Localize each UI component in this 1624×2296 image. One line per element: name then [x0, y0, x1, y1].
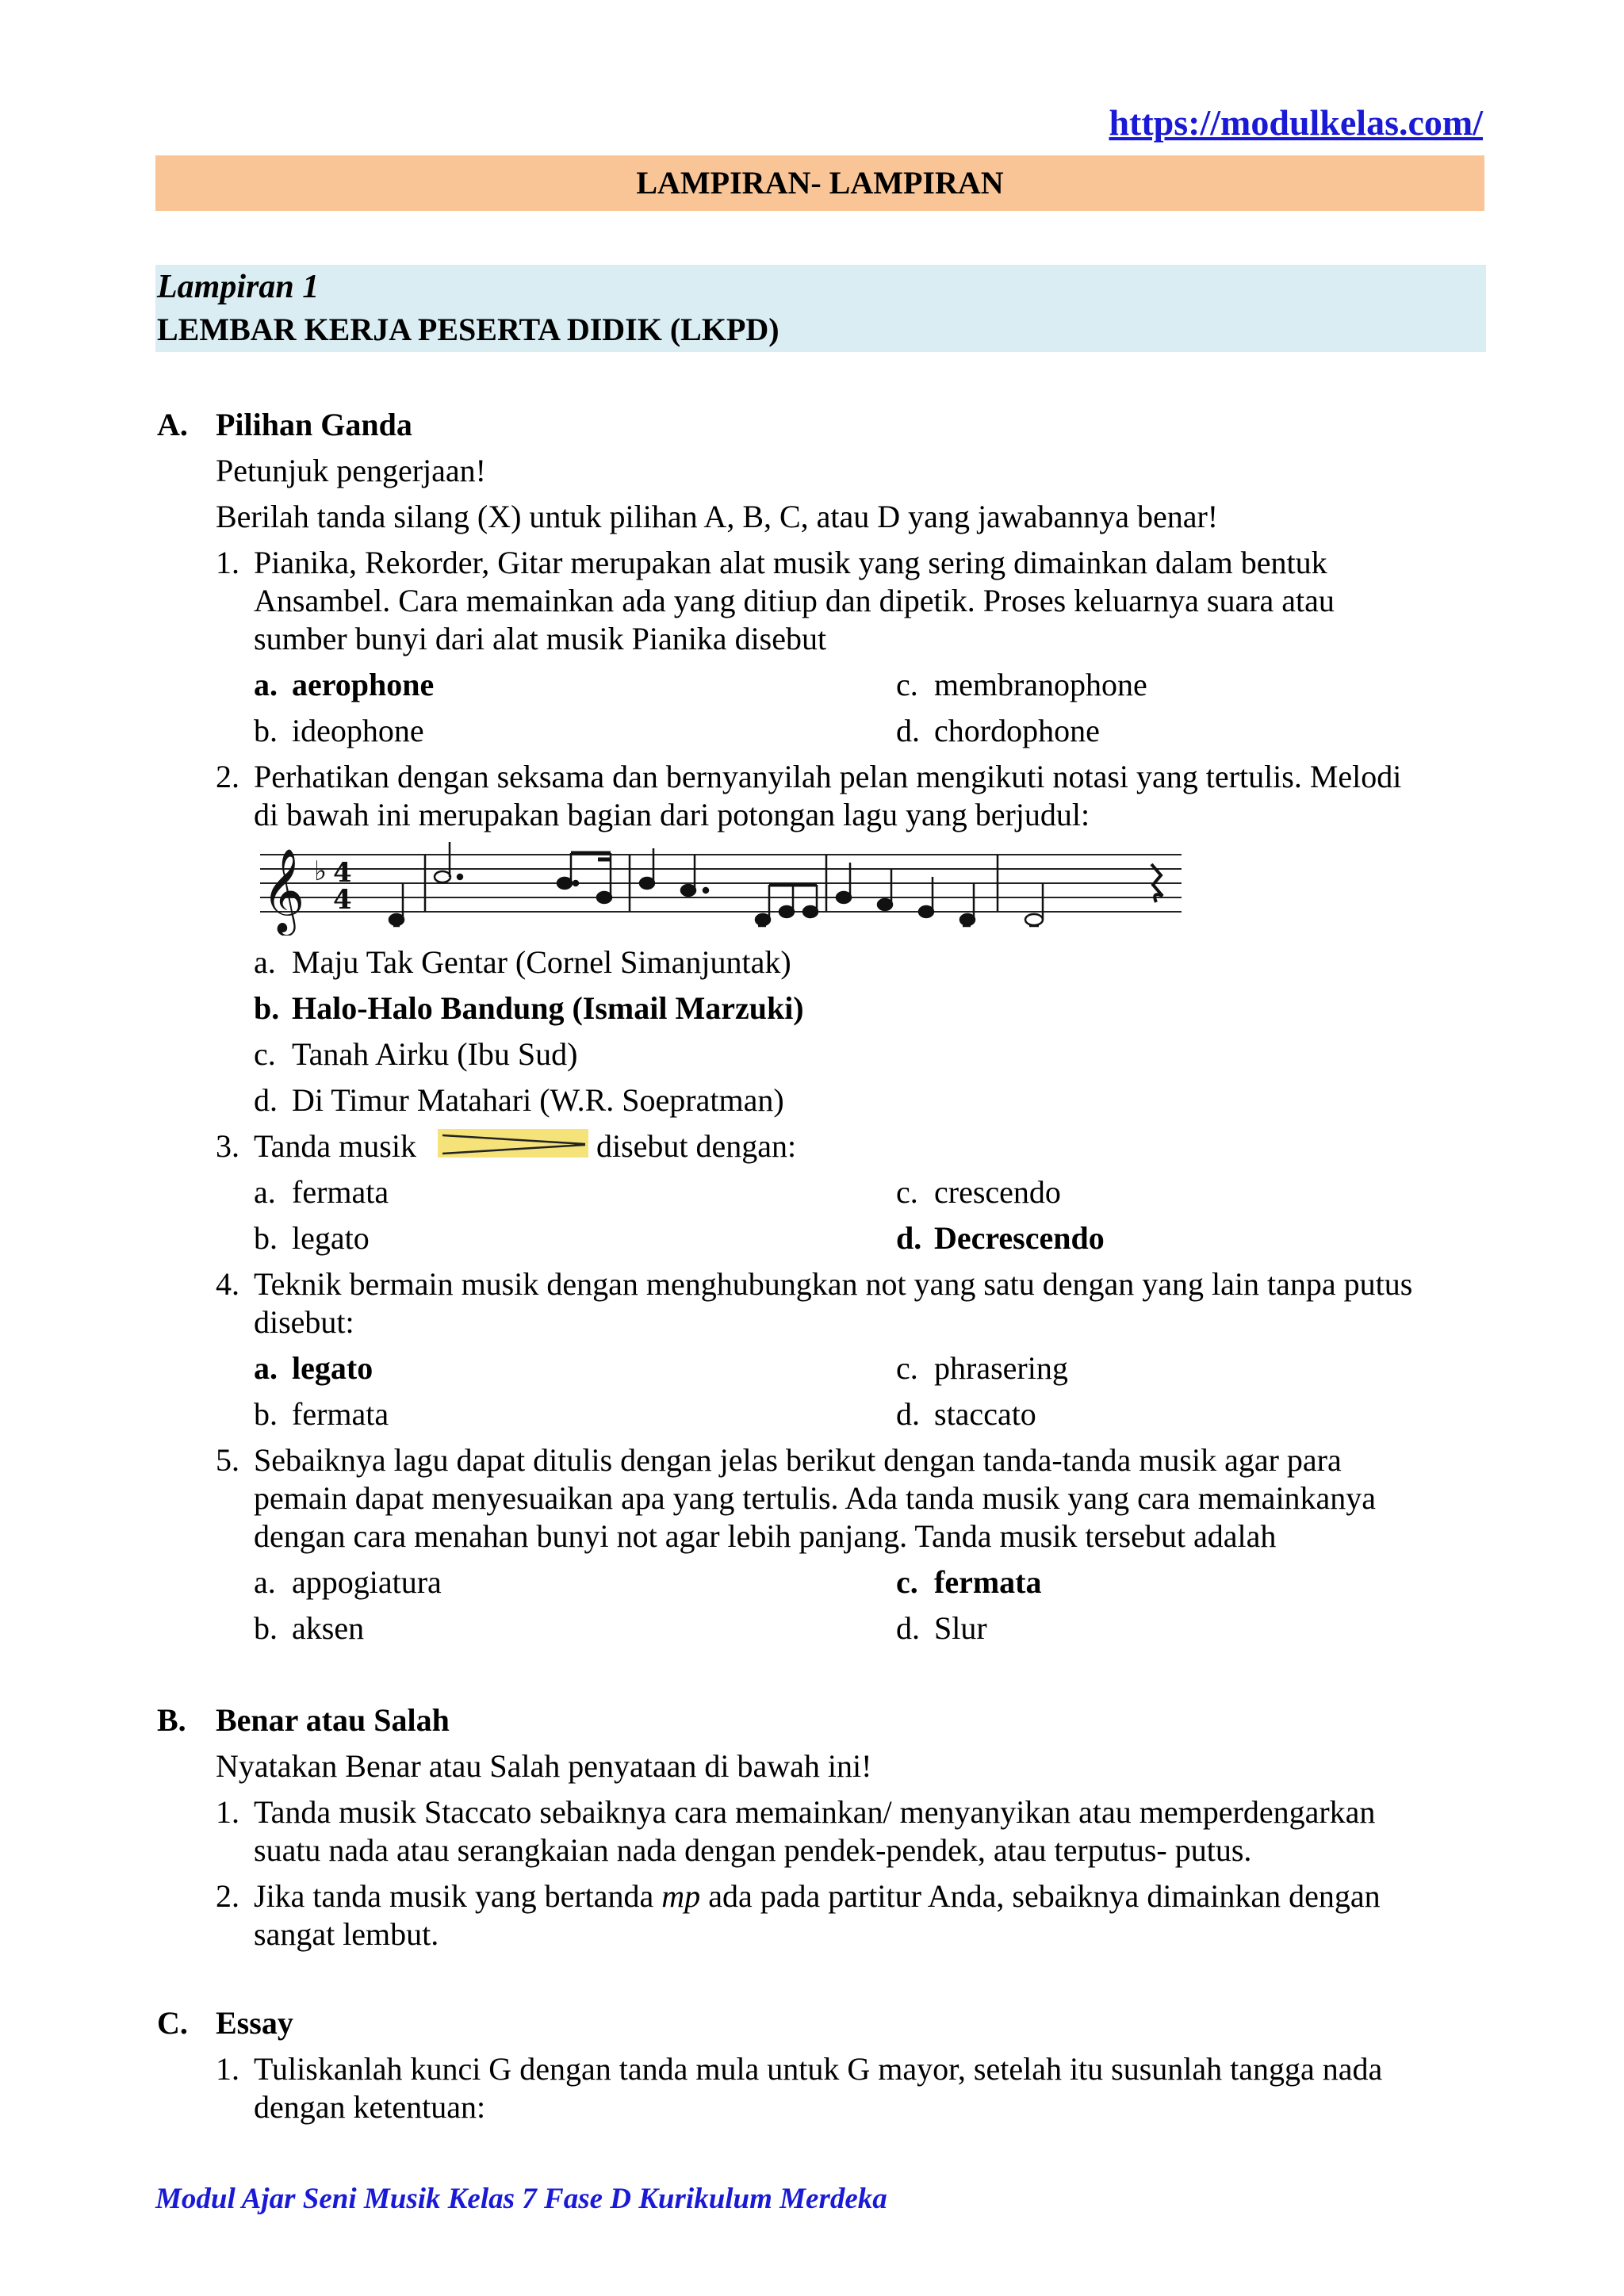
music-notation-image	[257, 837, 1185, 936]
option-text: phrasering	[934, 1350, 1068, 1386]
page-title: LAMPIRAN- LAMPIRAN	[636, 165, 1004, 201]
option-text: ideophone	[292, 713, 424, 748]
question-number: 3.	[216, 1128, 239, 1164]
question-text-pre: Jika tanda musik yang bertanda	[254, 1878, 662, 1914]
option-letter: b.	[254, 1220, 278, 1256]
option-letter: b.	[254, 1610, 278, 1646]
option-d[interactable]	[896, 712, 1100, 749]
option-letter: b.	[254, 713, 278, 748]
question-number: 1.	[216, 1794, 239, 1830]
question-text-suffix: disebut dengan:	[596, 1128, 797, 1164]
option-letter: a.	[254, 1564, 276, 1600]
option-letter: c.	[896, 1350, 918, 1386]
option-text: Di Timur Matahari (W.R. Soepratman)	[292, 1082, 784, 1118]
option-text: aksen	[292, 1610, 365, 1646]
question-line: Tuliskanlah kunci G dengan tanda mula untuk G mayor, setelah itu susunlah tangga nada	[254, 2051, 1383, 2087]
option-c[interactable]	[896, 1173, 1061, 1211]
svg-text:♭: ♭	[314, 855, 327, 887]
option-text: Decrescendo	[934, 1220, 1105, 1256]
option-text: legato	[292, 1350, 373, 1386]
option-a[interactable]	[254, 1349, 373, 1387]
question-text	[254, 1265, 1412, 1341]
option-text: staccato	[934, 1396, 1036, 1432]
question-line: suatu nada atau serangkaian nada dengan pendek-pendek, atau terputus- putus.	[254, 1832, 1252, 1868]
option-c[interactable]	[254, 1035, 577, 1073]
option-text: Tanah Airku (Ibu Sud)	[292, 1036, 578, 1072]
option-text: legato	[292, 1220, 370, 1256]
option-a[interactable]	[254, 666, 434, 703]
question-text	[254, 758, 1401, 834]
decrescendo-sign-icon	[438, 1127, 588, 1159]
question-line: sangat lembut.	[254, 1916, 439, 1952]
question-line: di bawah ini merupakan bagian dari potongan lagu yang berjudul:	[254, 797, 1090, 832]
option-letter: d.	[896, 1220, 922, 1256]
option-text: fermata	[934, 1564, 1042, 1600]
question-number: 2.	[216, 759, 239, 794]
option-letter: d.	[254, 1082, 278, 1118]
option-text: fermata	[292, 1396, 389, 1432]
question-line: Tanda musik Staccato sebaiknya cara memainkan/ menyanyikan atau memperdengarkan	[254, 1794, 1376, 1830]
option-letter: a.	[254, 1174, 276, 1210]
option-letter: c.	[896, 667, 918, 702]
section-b-letter: B.	[157, 1702, 186, 1738]
option-c[interactable]	[896, 1563, 1041, 1601]
question-text	[254, 2050, 1382, 2126]
question-number: 1.	[216, 2051, 239, 2087]
option-letter: d.	[896, 1396, 920, 1432]
question-text	[254, 1793, 1375, 1869]
question-line: Ansambel. Cara memainkan ada yang ditiup dan dipetik. Proses keluarnya suara atau	[254, 583, 1335, 618]
attachment-heading: LEMBAR KERJA PESERTA DIDIK (LKPD)	[157, 312, 779, 347]
option-text: chordophone	[934, 713, 1100, 748]
question-number: 2.	[216, 1878, 239, 1914]
option-letter: d.	[896, 713, 920, 748]
option-b[interactable]	[254, 1219, 370, 1257]
option-letter: c.	[896, 1174, 918, 1210]
option-a[interactable]	[254, 943, 791, 981]
option-letter: c.	[896, 1564, 918, 1600]
section-a-title: Pilihan Ganda	[216, 407, 412, 442]
section-b-instruction: Nyatakan Benar atau Salah penyataan di bawah ini!	[216, 1748, 872, 1784]
option-text: Halo-Halo Bandung (Ismail Marzuki)	[292, 990, 804, 1026]
question-text-prefix: Tanda musik	[254, 1128, 416, 1164]
option-b[interactable]	[254, 712, 424, 749]
section-b-title: Benar atau Salah	[216, 1702, 450, 1738]
option-b[interactable]	[254, 1395, 389, 1433]
question-text	[254, 1877, 1381, 1954]
option-d[interactable]	[896, 1395, 1036, 1433]
option-letter: b.	[254, 990, 280, 1026]
option-a[interactable]	[254, 1173, 389, 1211]
dynamic-mark: mp	[661, 1878, 701, 1914]
question-text	[254, 1441, 1376, 1556]
section-a-instruction-title: Petunjuk pengerjaan!	[216, 453, 486, 488]
question-number: 4.	[216, 1266, 239, 1302]
question-line: Sebaiknya lagu dapat ditulis dengan jelas berikut dengan tanda-tanda musik agar para	[254, 1442, 1342, 1478]
option-b[interactable]	[254, 1609, 364, 1647]
question-number: 5.	[216, 1442, 239, 1478]
question-line: disebut:	[254, 1304, 354, 1340]
option-text: aerophone	[292, 667, 435, 702]
section-a-letter: A.	[157, 407, 188, 442]
option-text: Maju Tak Gentar (Cornel Simanjuntak)	[292, 944, 791, 980]
question-line: Pianika, Rekorder, Gitar merupakan alat musik yang sering dimainkan dalam bentuk	[254, 545, 1327, 580]
option-d[interactable]	[254, 1081, 784, 1119]
question-line: dengan ketentuan:	[254, 2089, 486, 2125]
question-text-post: ada pada partitur Anda, sebaiknya dimainkan dengan	[700, 1878, 1381, 1914]
question-number: 1.	[216, 545, 239, 580]
option-letter: d.	[896, 1610, 920, 1646]
question-line: pemain dapat menyesuaikan apa yang tertulis. Ada tanda musik yang cara memainkanya	[254, 1480, 1377, 1516]
question-line	[254, 1877, 1381, 1915]
option-letter: c.	[254, 1036, 276, 1072]
option-letter: a.	[254, 667, 278, 702]
svg-text:4: 4	[333, 884, 352, 916]
section-c-letter: C.	[157, 2005, 188, 2041]
attachment-band	[155, 265, 1486, 352]
attachment-label: Lampiran 1	[157, 269, 320, 305]
option-letter: b.	[254, 1396, 278, 1432]
option-letter: a.	[254, 944, 276, 980]
option-d[interactable]	[896, 1219, 1105, 1257]
question-line: Perhatikan dengan seksama dan bernyanyilah pelan mengikuti notasi yang tertulis. Melodi	[254, 759, 1402, 794]
header-url[interactable]: https://modulkelas.com/	[1109, 102, 1483, 143]
option-d[interactable]	[896, 1609, 987, 1647]
option-a[interactable]	[254, 1563, 442, 1601]
question-text	[254, 544, 1335, 658]
section-a-instruction: Berilah tanda silang (X) untuk pilihan A, B, C, atau D yang jawabannya benar!	[216, 499, 1219, 534]
section-c-title: Essay	[216, 2005, 293, 2041]
question-line: dengan cara menahan bunyi not agar lebih panjang. Tanda musik tersebut adalah	[254, 1518, 1277, 1554]
option-c[interactable]	[896, 1349, 1068, 1387]
option-text: fermata	[292, 1174, 389, 1210]
option-text: crescendo	[934, 1174, 1061, 1210]
option-b[interactable]	[254, 989, 804, 1027]
option-text: membranophone	[934, 667, 1147, 702]
footer-text: Modul Ajar Seni Musik Kelas 7 Fase D Kurikulum Merdeka	[155, 2183, 887, 2215]
question-line: sumber bunyi dari alat musik Pianika disebut	[254, 621, 827, 656]
svg-text:4: 4	[333, 857, 352, 889]
option-c[interactable]	[896, 666, 1147, 703]
title-band	[155, 155, 1484, 211]
option-text: Slur	[934, 1610, 987, 1646]
svg-text:𝄞: 𝄞	[262, 848, 305, 932]
question-line: Teknik bermain musik dengan menghubungkan not yang satu dengan yang lain tanpa putus	[254, 1266, 1413, 1302]
option-text: appogiatura	[292, 1564, 442, 1600]
option-letter: a.	[254, 1350, 278, 1386]
